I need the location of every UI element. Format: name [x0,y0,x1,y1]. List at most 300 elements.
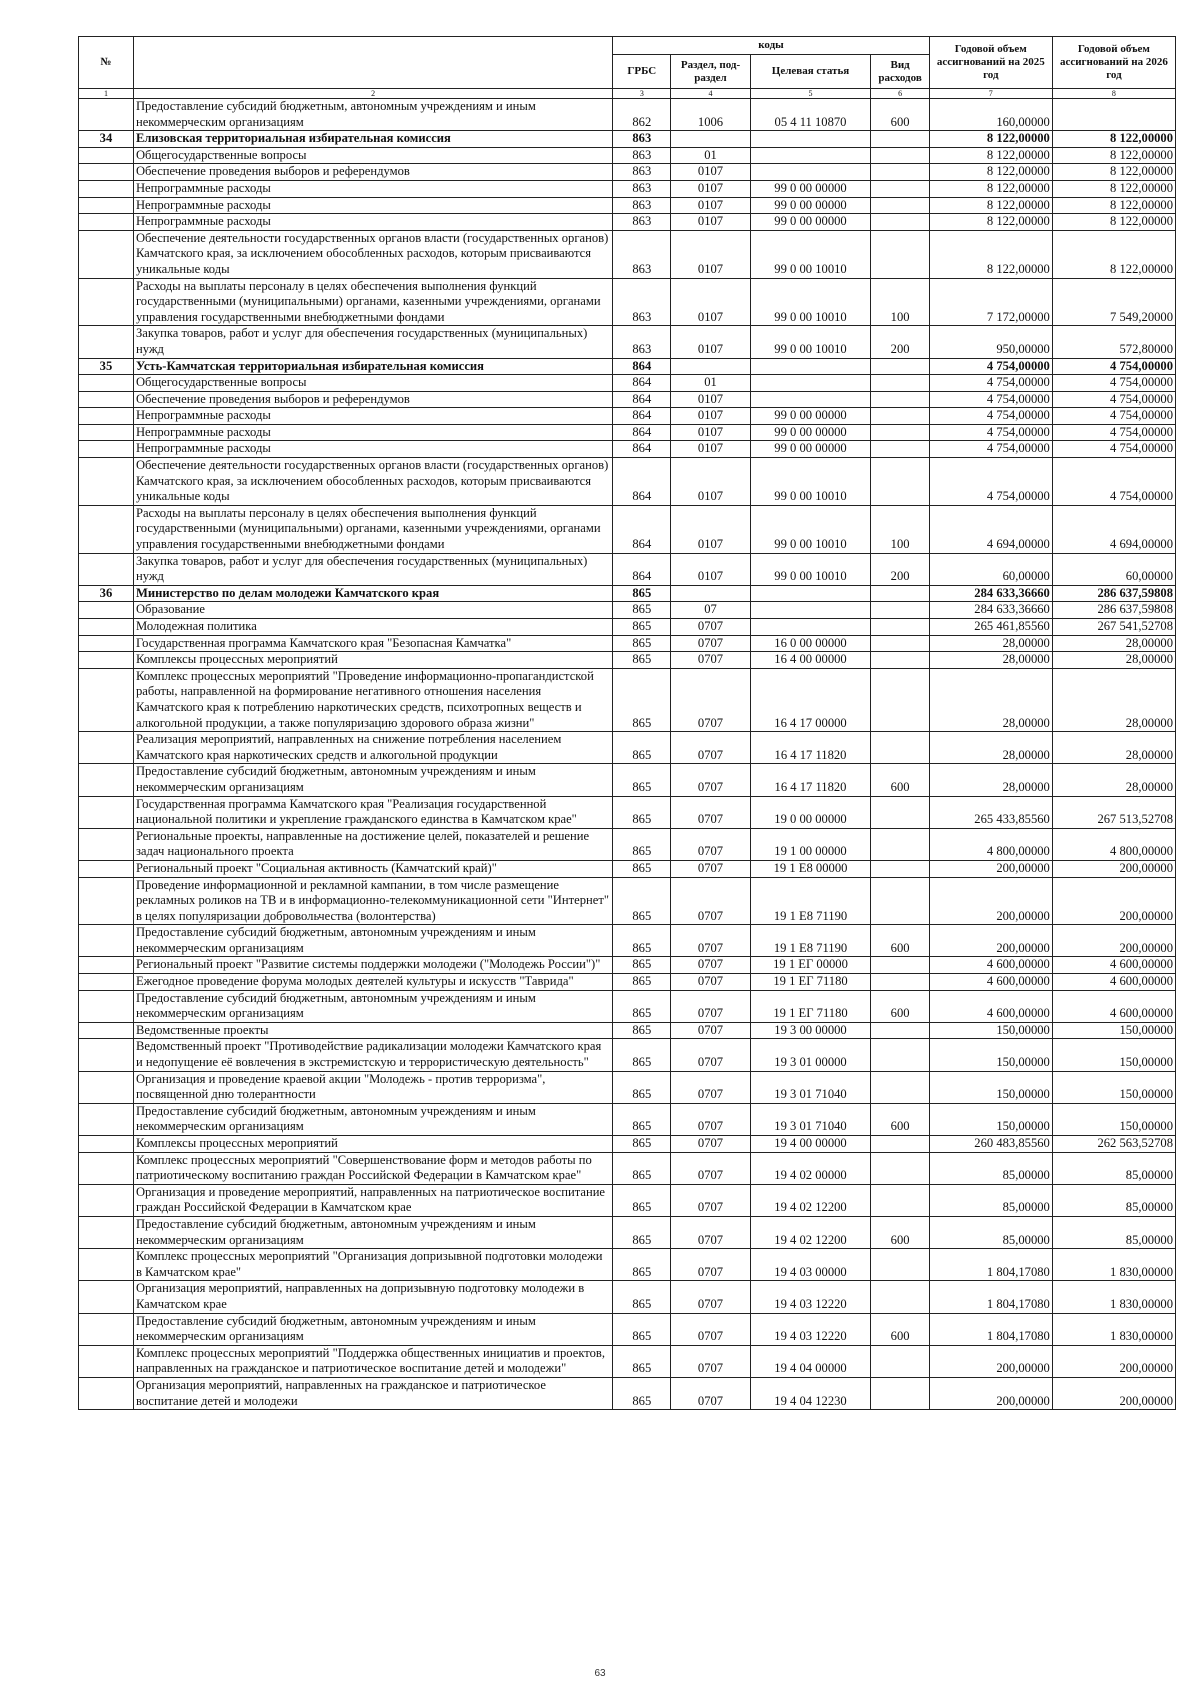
row-section-code: 0707 [671,796,750,828]
row-grbs-code: 865 [613,877,671,925]
row-amount-2026: 28,00000 [1052,764,1175,796]
row-name: Непрограммные расходы [133,408,612,425]
row-grbs-code: 865 [613,925,671,957]
row-number [79,1345,134,1377]
row-expense-type [871,877,929,925]
row-target-code [750,619,871,636]
row-name: Общегосударственные вопросы [133,147,612,164]
row-amount-2025: 8 122,00000 [929,197,1052,214]
row-amount-2025: 260 483,85560 [929,1136,1052,1153]
row-target-code: 19 3 01 00000 [750,1039,871,1071]
row-section-code: 0707 [671,957,750,974]
row-number [79,553,134,585]
row-number [79,505,134,553]
row-grbs-code: 865 [613,1281,671,1313]
header-number: № [79,37,134,89]
table-row [79,668,1176,731]
table-row [79,505,1176,553]
row-name: Региональные проекты, направленные на достижение целей, показателей и решение задач национального проекта [133,828,612,860]
table-row [79,1249,1176,1281]
row-amount-2025: 60,00000 [929,553,1052,585]
row-amount-2025: 150,00000 [929,1039,1052,1071]
row-target-code: 99 0 00 10010 [750,505,871,553]
row-expense-type: 100 [871,505,929,553]
row-number [79,230,134,278]
row-expense-type [871,796,929,828]
row-amount-2026: 267 541,52708 [1052,619,1175,636]
row-amount-2026 [1052,99,1175,131]
row-expense-type [871,131,929,148]
row-amount-2025: 284 633,36660 [929,585,1052,602]
row-amount-2025: 4 754,00000 [929,441,1052,458]
row-section-code: 0707 [671,1103,750,1135]
row-section-code: 0707 [671,860,750,877]
row-expense-type [871,180,929,197]
table-row [79,1184,1176,1216]
row-number [79,1249,134,1281]
row-target-code: 19 1 ЕГ 71180 [750,990,871,1022]
row-amount-2026: 150,00000 [1052,1039,1175,1071]
table-header [79,37,1176,99]
row-amount-2026: 267 513,52708 [1052,796,1175,828]
row-amount-2026: 8 122,00000 [1052,147,1175,164]
table-row [79,147,1176,164]
row-grbs-code: 865 [613,1022,671,1039]
row-number [79,974,134,991]
table-row [79,214,1176,231]
row-section-code: 0107 [671,278,750,326]
row-amount-2026: 286 637,59808 [1052,602,1175,619]
row-grbs-code: 865 [613,619,671,636]
row-grbs-code: 865 [613,1377,671,1409]
row-section-code: 0707 [671,828,750,860]
row-amount-2026: 4 600,00000 [1052,957,1175,974]
row-number [79,99,134,131]
row-grbs-code: 863 [613,214,671,231]
row-amount-2025: 8 122,00000 [929,147,1052,164]
row-amount-2026: 8 122,00000 [1052,197,1175,214]
table-row [79,1071,1176,1103]
row-section-code: 0107 [671,441,750,458]
row-number: 35 [79,358,134,375]
row-number [79,877,134,925]
header-target: Целевая статья [750,55,871,89]
row-section-code: 0707 [671,1022,750,1039]
header-year-2025: Годовой объем ассигнований на 2025 год [929,37,1052,89]
row-amount-2025: 4 800,00000 [929,828,1052,860]
column-index-row [79,89,1176,99]
table-row [79,99,1176,131]
row-amount-2026: 8 122,00000 [1052,180,1175,197]
row-amount-2025: 4 754,00000 [929,424,1052,441]
row-amount-2025: 200,00000 [929,925,1052,957]
row-target-code: 19 4 04 00000 [750,1345,871,1377]
row-amount-2026: 28,00000 [1052,635,1175,652]
row-grbs-code: 863 [613,164,671,181]
row-grbs-code: 865 [613,990,671,1022]
row-section-code [671,131,750,148]
table-row [79,164,1176,181]
row-expense-type [871,1249,929,1281]
row-expense-type [871,1184,929,1216]
column-index: 3 [613,89,671,99]
row-amount-2025: 1 804,17080 [929,1249,1052,1281]
row-section-code [671,585,750,602]
row-section-code: 0107 [671,197,750,214]
row-amount-2025: 28,00000 [929,668,1052,731]
column-index: 5 [750,89,871,99]
row-expense-type [871,619,929,636]
row-expense-type [871,358,929,375]
row-grbs-code: 865 [613,1345,671,1377]
row-target-code: 19 4 02 12200 [750,1216,871,1248]
row-expense-type [871,860,929,877]
row-expense-type: 100 [871,278,929,326]
row-section-code: 0707 [671,1071,750,1103]
table-row [79,358,1176,375]
row-amount-2025: 150,00000 [929,1103,1052,1135]
row-amount-2025: 85,00000 [929,1152,1052,1184]
row-name: Образование [133,602,612,619]
row-target-code: 99 0 00 10010 [750,278,871,326]
row-grbs-code: 865 [613,860,671,877]
table-row [79,375,1176,392]
row-target-code: 19 1 E8 00000 [750,860,871,877]
row-grbs-code: 865 [613,585,671,602]
row-section-code: 0707 [671,1039,750,1071]
row-amount-2026: 4 800,00000 [1052,828,1175,860]
row-grbs-code: 864 [613,391,671,408]
row-target-code: 99 0 00 00000 [750,408,871,425]
row-grbs-code: 865 [613,635,671,652]
row-grbs-code: 863 [613,230,671,278]
row-name: Региональный проект "Социальная активность (Камчатский край)" [133,860,612,877]
row-expense-type: 600 [871,764,929,796]
row-number [79,375,134,392]
row-amount-2025: 8 122,00000 [929,230,1052,278]
row-amount-2026: 85,00000 [1052,1184,1175,1216]
row-target-code [750,164,871,181]
row-target-code: 19 4 03 12220 [750,1281,871,1313]
row-amount-2025: 200,00000 [929,1345,1052,1377]
table-row [79,197,1176,214]
row-target-code: 19 1 E8 71190 [750,877,871,925]
row-number [79,652,134,669]
row-amount-2026: 200,00000 [1052,925,1175,957]
row-section-code: 0107 [671,505,750,553]
row-name: Организация мероприятий, направленных на допризывную подготовку молодежи в Камчатском крае [133,1281,612,1313]
row-section-code: 0707 [671,1249,750,1281]
row-section-code: 0707 [671,925,750,957]
row-amount-2026: 85,00000 [1052,1216,1175,1248]
row-section-code: 0707 [671,1281,750,1313]
page-number: 63 [594,1668,606,1679]
row-amount-2026: 1 830,00000 [1052,1249,1175,1281]
row-target-code: 19 3 01 71040 [750,1103,871,1135]
row-number [79,1103,134,1135]
row-name: Непрограммные расходы [133,424,612,441]
table-row [79,441,1176,458]
row-expense-type [871,974,929,991]
column-index: 8 [1052,89,1175,99]
row-name: Обеспечение деятельности государственных органов власти (государственных органов) Камчатского края, за исключением обособленных расходов, которым присваиваются уникальные коды [133,230,612,278]
table-row [79,619,1176,636]
row-name: Предоставление субсидий бюджетным, автономным учреждениям и иным некоммерческим организациям [133,764,612,796]
row-number [79,635,134,652]
row-name: Организация и проведение мероприятий, направленных на патриотическое воспитание граждан Российской Федерации в Камчатском крае [133,1184,612,1216]
row-amount-2026: 262 563,52708 [1052,1136,1175,1153]
row-amount-2026: 1 830,00000 [1052,1313,1175,1345]
row-section-code: 0707 [671,877,750,925]
row-section-code: 0107 [671,391,750,408]
column-index: 4 [671,89,750,99]
row-number [79,732,134,764]
row-target-code: 99 0 00 10010 [750,230,871,278]
row-amount-2026: 85,00000 [1052,1152,1175,1184]
row-section-code: 07 [671,602,750,619]
row-name: Организация и проведение краевой акции "Молодежь - против терроризма", посвященной дню толерантности [133,1071,612,1103]
row-amount-2026: 8 122,00000 [1052,214,1175,231]
row-expense-type [871,1022,929,1039]
row-expense-type [871,1281,929,1313]
row-amount-2026: 286 637,59808 [1052,585,1175,602]
table-row [79,860,1176,877]
table-row [79,180,1176,197]
row-section-code: 0707 [671,990,750,1022]
row-amount-2026: 8 122,00000 [1052,164,1175,181]
row-grbs-code: 865 [613,1136,671,1153]
row-amount-2025: 265 461,85560 [929,619,1052,636]
row-expense-type [871,635,929,652]
row-section-code: 0107 [671,553,750,585]
header-name [133,37,612,89]
row-grbs-code: 864 [613,505,671,553]
row-amount-2025: 28,00000 [929,732,1052,764]
table-row [79,796,1176,828]
table-row [79,652,1176,669]
row-amount-2025: 265 433,85560 [929,796,1052,828]
header-exptype: Вид расходов [871,55,929,89]
row-expense-type: 600 [871,990,929,1022]
row-name: Государственная программа Камчатского края "Безопасная Камчатка" [133,635,612,652]
row-section-code: 01 [671,147,750,164]
column-index: 2 [133,89,612,99]
row-amount-2026: 4 600,00000 [1052,974,1175,991]
row-section-code: 0707 [671,1216,750,1248]
header-year-2026: Годовой объем ассигнований на 2026 год [1052,37,1175,89]
row-amount-2026: 8 122,00000 [1052,131,1175,148]
row-amount-2025: 200,00000 [929,1377,1052,1409]
row-grbs-code: 863 [613,197,671,214]
row-target-code: 19 4 03 12220 [750,1313,871,1345]
table-body [79,99,1176,1410]
row-number [79,1313,134,1345]
row-name: Ведомственные проекты [133,1022,612,1039]
row-name: Проведение информационной и рекламной кампании, в том числе размещение рекламных роликов на ТВ и в информационно-телекоммуникационной сети "Интернет" в целях популяризации добровольчества (волонтерства) [133,877,612,925]
row-section-code: 0707 [671,1377,750,1409]
row-section-code: 0707 [671,1152,750,1184]
row-amount-2026: 28,00000 [1052,732,1175,764]
row-grbs-code: 865 [613,974,671,991]
row-amount-2026: 4 600,00000 [1052,990,1175,1022]
row-amount-2026: 60,00000 [1052,553,1175,585]
row-name: Расходы на выплаты персоналу в целях обеспечения выполнения функций государственными (муниципальными) органами, казенными учреждениями, органами управления государственными внебюджетными фондами [133,278,612,326]
row-grbs-code: 864 [613,375,671,392]
row-amount-2025: 4 754,00000 [929,391,1052,408]
row-name: Обеспечение проведения выборов и референдумов [133,164,612,181]
row-number [79,925,134,957]
table-row [79,230,1176,278]
row-number [79,828,134,860]
row-name: Комплекс процессных мероприятий "Совершенствование форм и методов работы по патриотическому воспитанию граждан Российской Федерации в Камчатском крае" [133,1152,612,1184]
table-row [79,764,1176,796]
row-number [79,1022,134,1039]
table-row [79,1022,1176,1039]
row-amount-2025: 85,00000 [929,1216,1052,1248]
row-target-code: 99 0 00 10010 [750,458,871,506]
row-grbs-code: 863 [613,278,671,326]
row-target-code: 19 4 02 00000 [750,1152,871,1184]
row-target-code: 99 0 00 00000 [750,441,871,458]
row-section-code: 0707 [671,652,750,669]
row-number [79,619,134,636]
row-section-code [671,358,750,375]
row-target-code: 19 4 02 12200 [750,1184,871,1216]
row-number [79,1184,134,1216]
row-grbs-code: 865 [613,668,671,731]
row-grbs-code: 865 [613,1152,671,1184]
row-expense-type [871,1152,929,1184]
row-amount-2025: 4 600,00000 [929,957,1052,974]
row-name: Закупка товаров, работ и услуг для обеспечения государственных (муниципальных) нужд [133,553,612,585]
row-name: Комплексы процессных мероприятий [133,1136,612,1153]
row-number [79,764,134,796]
row-target-code: 16 4 17 11820 [750,732,871,764]
row-amount-2026: 4 754,00000 [1052,408,1175,425]
row-section-code: 0107 [671,326,750,358]
row-expense-type: 600 [871,1313,929,1345]
row-expense-type [871,957,929,974]
table-row [79,635,1176,652]
row-name: Обеспечение проведения выборов и референдумов [133,391,612,408]
row-name: Расходы на выплаты персоналу в целях обеспечения выполнения функций государственными (муниципальными) органами, казенными учреждениями, органами управления государственными внебюджетными фондами [133,505,612,553]
row-number [79,408,134,425]
row-number [79,180,134,197]
row-name: Елизовская территориальная избирательная комиссия [133,131,612,148]
row-target-code [750,147,871,164]
row-number [79,1152,134,1184]
row-amount-2025: 4 754,00000 [929,375,1052,392]
row-expense-type: 200 [871,326,929,358]
row-name: Комплекс процессных мероприятий "Проведение информационно-пропагандистской работы, направленной на формирование негативного отношения населения Камчатского края к потреблению наркотических средств, психотропных веществ и алкогольной продукции, а также популяризацию здорового образа жизни" [133,668,612,731]
row-grbs-code: 865 [613,1039,671,1071]
row-amount-2025: 4 754,00000 [929,358,1052,375]
row-expense-type [871,458,929,506]
row-amount-2025: 7 172,00000 [929,278,1052,326]
column-index: 7 [929,89,1052,99]
table-row [79,131,1176,148]
row-amount-2025: 150,00000 [929,1022,1052,1039]
table-row [79,553,1176,585]
table-row [79,990,1176,1022]
row-expense-type [871,652,929,669]
row-grbs-code: 865 [613,1216,671,1248]
row-grbs-code: 865 [613,1249,671,1281]
row-number [79,990,134,1022]
table-row [79,602,1176,619]
table-row [79,974,1176,991]
row-amount-2025: 8 122,00000 [929,164,1052,181]
row-grbs-code: 863 [613,326,671,358]
row-number [79,957,134,974]
table-row [79,424,1176,441]
row-amount-2026: 4 754,00000 [1052,458,1175,506]
row-amount-2026: 150,00000 [1052,1103,1175,1135]
row-target-code: 19 4 00 00000 [750,1136,871,1153]
row-target-code [750,602,871,619]
row-amount-2025: 4 754,00000 [929,458,1052,506]
row-amount-2026: 200,00000 [1052,877,1175,925]
row-expense-type [871,1136,929,1153]
column-index: 1 [79,89,134,99]
row-target-code: 05 4 11 10870 [750,99,871,131]
row-expense-type: 600 [871,1103,929,1135]
row-amount-2025: 28,00000 [929,652,1052,669]
row-name: Непрограммные расходы [133,214,612,231]
header-section: Раздел, под-раздел [671,55,750,89]
row-expense-type [871,164,929,181]
table-row [79,957,1176,974]
row-amount-2026: 1 830,00000 [1052,1281,1175,1313]
row-target-code: 99 0 00 00000 [750,180,871,197]
row-target-code: 19 1 E8 71190 [750,925,871,957]
row-grbs-code: 865 [613,1071,671,1103]
row-grbs-code: 864 [613,458,671,506]
row-target-code: 99 0 00 10010 [750,553,871,585]
row-expense-type [871,230,929,278]
row-grbs-code: 865 [613,1313,671,1345]
row-grbs-code: 865 [613,602,671,619]
table-row [79,1377,1176,1409]
row-expense-type [871,732,929,764]
row-amount-2025: 950,00000 [929,326,1052,358]
row-name: Закупка товаров, работ и услуг для обеспечения государственных (муниципальных) нужд [133,326,612,358]
table-row [79,1136,1176,1153]
row-target-code: 99 0 00 00000 [750,214,871,231]
row-target-code [750,585,871,602]
budget-table [78,36,1176,1410]
row-grbs-code: 863 [613,180,671,197]
row-number [79,1136,134,1153]
row-section-code: 0107 [671,408,750,425]
row-amount-2026: 572,80000 [1052,326,1175,358]
row-target-code [750,131,871,148]
row-amount-2026: 4 754,00000 [1052,424,1175,441]
row-section-code: 0707 [671,668,750,731]
row-number [79,796,134,828]
column-index: 6 [871,89,929,99]
row-expense-type [871,408,929,425]
table-row [79,877,1176,925]
table-row [79,925,1176,957]
row-expense-type [871,441,929,458]
row-expense-type [871,1039,929,1071]
budget-sheet [78,36,1176,1410]
row-target-code [750,375,871,392]
row-grbs-code: 865 [613,796,671,828]
row-section-code: 0707 [671,1345,750,1377]
row-amount-2025: 8 122,00000 [929,131,1052,148]
